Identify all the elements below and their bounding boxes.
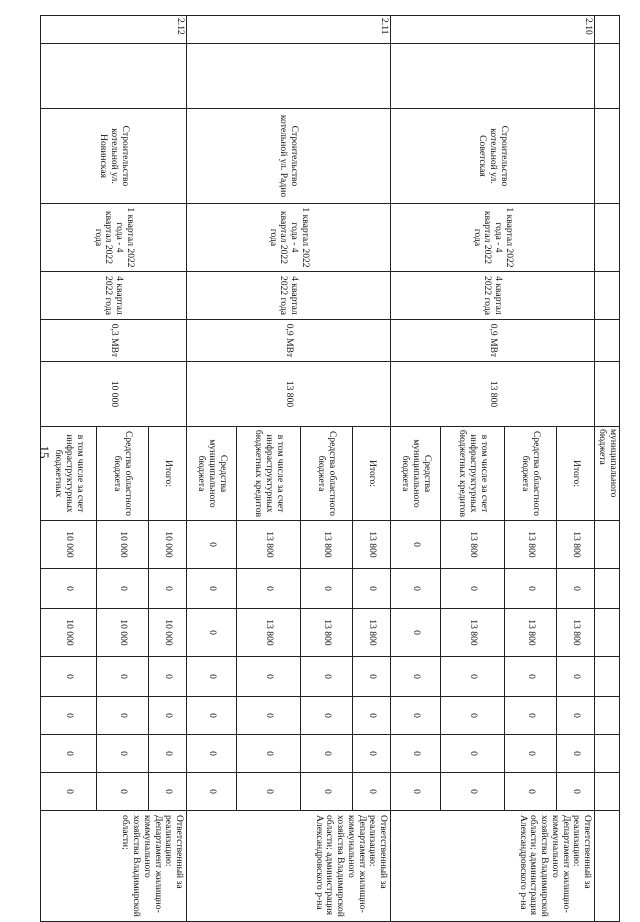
object-name: Строительство котельной ул. Советская bbox=[391, 109, 595, 204]
value-cell: 0 bbox=[149, 735, 187, 773]
value-cell: 0 bbox=[97, 569, 149, 609]
value-cell: 0 bbox=[353, 569, 391, 609]
funding-source-label: Средства областного бюджета bbox=[505, 427, 557, 521]
value-cell: 0 bbox=[557, 773, 595, 811]
rotated-page bbox=[53, 15, 620, 917]
value-cell: 0 bbox=[237, 735, 301, 773]
value-cell: 0 bbox=[391, 735, 441, 773]
value-cell: 0 bbox=[505, 735, 557, 773]
funding-source-label: Средства областного бюджета bbox=[301, 427, 353, 521]
value-cell: 13 800 bbox=[557, 521, 595, 569]
value-cell: 0 bbox=[149, 657, 187, 697]
page-number: 15 bbox=[37, 445, 52, 459]
funding-source-label: Средства муниципального бюджета bbox=[187, 427, 237, 521]
value-cell: 10 000 bbox=[149, 609, 187, 657]
value-cell: 0 bbox=[441, 773, 505, 811]
responsible-party: Ответственный за реализацию: Департамент жилищно-коммунального хозяйства Владимирской области; администрация Александровского р-на bbox=[187, 811, 391, 922]
value-cell: 13 800 bbox=[441, 521, 505, 569]
value-cell: 10 000 bbox=[97, 521, 149, 569]
value-cell: 0 bbox=[97, 657, 149, 697]
total-cost: 10 000 bbox=[41, 362, 187, 427]
total-cost: 13 800 bbox=[391, 362, 595, 427]
responsible-party: Ответственный за реализацию: Департамент жилищно-коммунального хозяйства Владимирской области; администрация Александровского р-на bbox=[391, 811, 595, 922]
value-cell: 0 bbox=[41, 773, 97, 811]
capacity: 0,9 МВт bbox=[391, 320, 595, 362]
end-period: 4 квартал 2022 года bbox=[41, 272, 187, 320]
value-cell: 0 bbox=[97, 735, 149, 773]
end-period: 4 квартал 2022 года bbox=[391, 272, 595, 320]
header-budget-label: муниципального бюджета bbox=[595, 427, 620, 521]
value-cell: 13 800 bbox=[237, 609, 301, 657]
total-cost: 13 800 bbox=[187, 362, 391, 427]
value-cell: 13 800 bbox=[301, 521, 353, 569]
funding-source-label: в том числе за счет инфраструктурных бюджетных кредитов bbox=[441, 427, 505, 521]
value-cell: 13 800 bbox=[237, 521, 301, 569]
value-cell: 0 bbox=[505, 657, 557, 697]
value-cell: 0 bbox=[441, 657, 505, 697]
value-cell: 0 bbox=[97, 697, 149, 735]
value-cell: 10 000 bbox=[149, 521, 187, 569]
value-cell: 0 bbox=[41, 569, 97, 609]
object-name: Строительство котельной ул. Радио bbox=[187, 109, 391, 204]
value-cell: 13 800 bbox=[557, 609, 595, 657]
value-cell: 13 800 bbox=[441, 609, 505, 657]
funding-source-label: Итого: bbox=[353, 427, 391, 521]
value-cell: 13 800 bbox=[505, 609, 557, 657]
value-cell: 0 bbox=[187, 773, 237, 811]
value-cell: 10 000 bbox=[41, 609, 97, 657]
value-cell: 0 bbox=[505, 697, 557, 735]
value-cell: 0 bbox=[441, 735, 505, 773]
capacity: 0,3 МВт bbox=[41, 320, 187, 362]
value-cell: 0 bbox=[557, 569, 595, 609]
funding-source-label: в том числе за счет инфраструктурных бюджетных bbox=[41, 427, 97, 521]
program-table bbox=[40, 15, 620, 922]
value-cell: 0 bbox=[187, 609, 237, 657]
table-container bbox=[53, 15, 620, 917]
object-name: Строительство котельной ул. Новинская bbox=[41, 109, 187, 204]
funding-source-label: Средства муниципального бюджета bbox=[391, 427, 441, 521]
value-cell: 0 bbox=[353, 773, 391, 811]
spacer-cell bbox=[391, 44, 595, 109]
value-cell: 0 bbox=[557, 697, 595, 735]
row-number: 2.12 bbox=[41, 16, 187, 44]
table-row bbox=[557, 16, 595, 922]
value-cell: 0 bbox=[97, 773, 149, 811]
value-cell: 0 bbox=[237, 697, 301, 735]
row-number: 2.11 bbox=[187, 16, 391, 44]
value-cell: 0 bbox=[301, 735, 353, 773]
value-cell: 0 bbox=[187, 735, 237, 773]
start-period: 1 квартал 2022 года - 4 квартал 2022 года bbox=[187, 204, 391, 272]
value-cell: 0 bbox=[149, 569, 187, 609]
value-cell: 0 bbox=[41, 735, 97, 773]
funding-source-label: Средства областного бюджета bbox=[97, 427, 149, 521]
end-period: 4 квартал 2022 года bbox=[187, 272, 391, 320]
value-cell: 0 bbox=[301, 569, 353, 609]
row-number: 2.10 bbox=[391, 16, 595, 44]
value-cell: 0 bbox=[149, 697, 187, 735]
value-cell: 13 800 bbox=[301, 609, 353, 657]
value-cell: 0 bbox=[237, 657, 301, 697]
value-cell: 0 bbox=[391, 569, 441, 609]
value-cell: 0 bbox=[557, 735, 595, 773]
value-cell: 0 bbox=[353, 697, 391, 735]
value-cell: 0 bbox=[391, 609, 441, 657]
spacer-cell bbox=[41, 44, 187, 109]
value-cell: 0 bbox=[187, 657, 237, 697]
capacity: 0,9 МВт bbox=[187, 320, 391, 362]
value-cell: 0 bbox=[41, 657, 97, 697]
value-cell: 10 000 bbox=[41, 521, 97, 569]
spacer-cell bbox=[187, 44, 391, 109]
table-header-row bbox=[595, 16, 620, 922]
value-cell: 0 bbox=[353, 735, 391, 773]
value-cell: 0 bbox=[237, 773, 301, 811]
value-cell: 0 bbox=[391, 773, 441, 811]
value-cell: 0 bbox=[237, 569, 301, 609]
start-period: 1 квартал 2022 года - 4 квартал 2022 года bbox=[41, 204, 187, 272]
value-cell: 0 bbox=[187, 569, 237, 609]
funding-source-label: в том числе за счет инфраструктурных бюджетных кредитов bbox=[237, 427, 301, 521]
value-cell: 0 bbox=[391, 521, 441, 569]
value-cell: 0 bbox=[187, 697, 237, 735]
value-cell: 13 800 bbox=[353, 609, 391, 657]
value-cell: 10 000 bbox=[97, 609, 149, 657]
table-row bbox=[353, 16, 391, 922]
value-cell: 0 bbox=[391, 657, 441, 697]
value-cell: 0 bbox=[557, 657, 595, 697]
value-cell: 0 bbox=[353, 657, 391, 697]
value-cell: 0 bbox=[505, 773, 557, 811]
value-cell: 0 bbox=[441, 569, 505, 609]
value-cell: 0 bbox=[301, 773, 353, 811]
table-row bbox=[149, 16, 187, 922]
value-cell: 0 bbox=[301, 657, 353, 697]
value-cell: 13 800 bbox=[505, 521, 557, 569]
value-cell: 0 bbox=[187, 521, 237, 569]
funding-source-label: Итого: bbox=[557, 427, 595, 521]
value-cell: 0 bbox=[149, 773, 187, 811]
funding-source-label: Итого: bbox=[149, 427, 187, 521]
start-period: 1 квартал 2022 года - 4 квартал 2022 года bbox=[391, 204, 595, 272]
value-cell: 0 bbox=[441, 697, 505, 735]
value-cell: 13 800 bbox=[353, 521, 391, 569]
value-cell: 0 bbox=[41, 697, 97, 735]
value-cell: 0 bbox=[391, 697, 441, 735]
responsible-party: Ответственный за реализацию: Департамент жилищно-коммунального хозяйства Владимирской области; bbox=[41, 811, 187, 922]
value-cell: 0 bbox=[505, 569, 557, 609]
value-cell: 0 bbox=[301, 697, 353, 735]
